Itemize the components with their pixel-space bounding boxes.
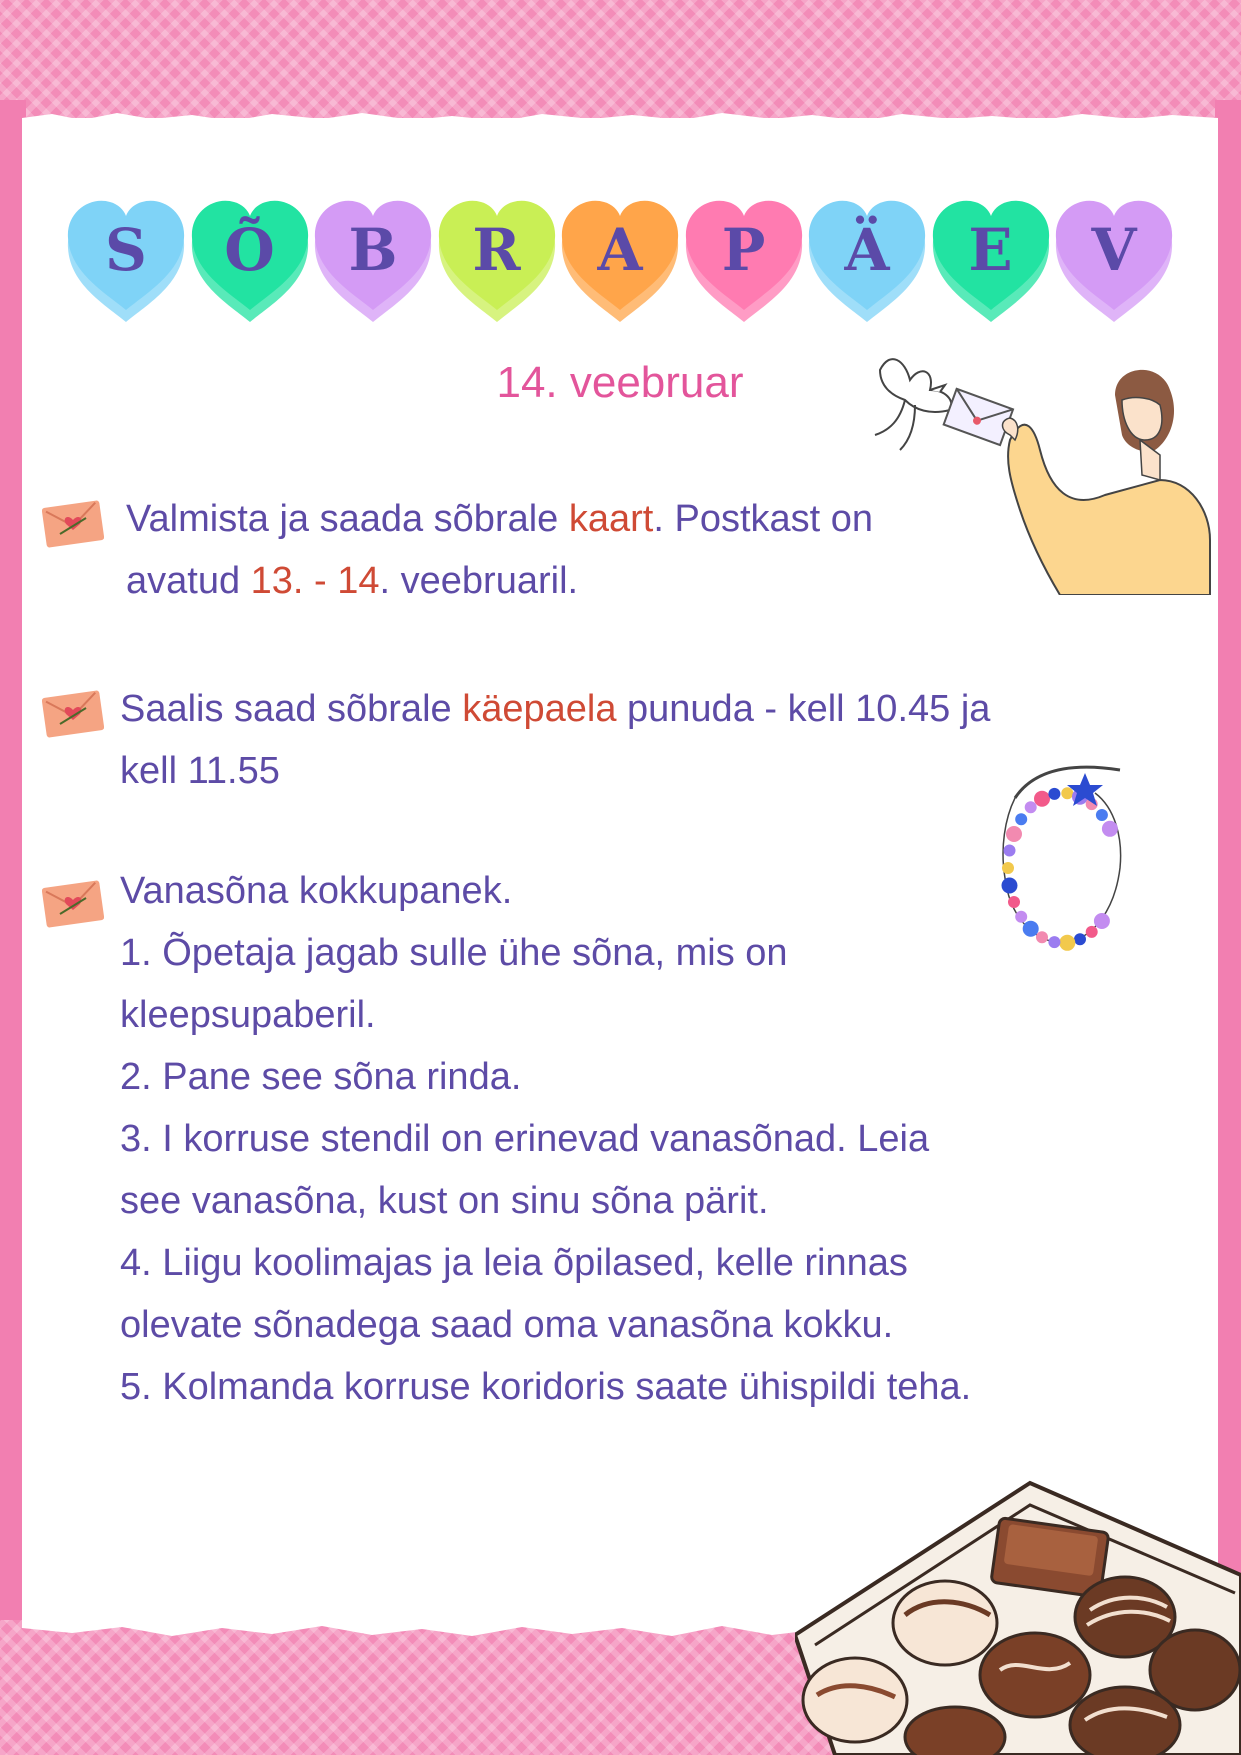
right-border — [1215, 100, 1241, 1660]
proverb-line: 3. I korruse stendil on erinevad vanasõnad. Leia — [120, 1118, 930, 1160]
title-letter: Õ — [224, 216, 275, 284]
proverb-line: 5. Kolmanda korruse koridoris saate ühispildi teha. — [120, 1366, 972, 1408]
title-letter: V — [1091, 216, 1137, 284]
proverb-line: Vanasõna kokkupanek. — [120, 870, 513, 912]
title-letter: S — [105, 216, 147, 284]
item-bracelet-text-3: kell 11.55 — [120, 750, 280, 792]
date-subtitle: 14. veebruar — [496, 358, 744, 407]
title-heart — [311, 198, 435, 322]
proverb-line: 2. Pane see sõna rinda. — [120, 1056, 522, 1098]
highlight-dates: 13. - 14 — [250, 560, 380, 602]
title-heart — [558, 198, 682, 322]
title-hearts — [64, 198, 1179, 328]
bracelet-bead — [1061, 787, 1073, 799]
envelope-heart-icon — [42, 498, 104, 548]
title-letter: Ä — [844, 216, 890, 284]
proverb-line: kleepsupaberil. — [120, 994, 376, 1036]
bracelet-bead — [1034, 791, 1050, 807]
title-letter: A — [597, 216, 643, 284]
bracelet-bead — [1048, 788, 1060, 800]
item-postcard — [126, 488, 1026, 612]
title-heart — [929, 198, 1053, 322]
item-postcard-text-4: . veebruaril. — [379, 560, 579, 602]
title-heart — [1052, 198, 1176, 322]
title-heart — [805, 198, 929, 322]
bracelet-bead — [1006, 826, 1022, 842]
bracelet-bead — [1015, 813, 1027, 825]
proverb-line: 4. Liigu koolimajas ja leia õpilased, kelle rinnas — [120, 1242, 908, 1284]
title-letter: E — [968, 216, 1013, 284]
bracelet-bead — [1096, 809, 1108, 821]
proverb-line: see vanasõna, kust on sinu sõna pärit. — [120, 1180, 769, 1222]
title-heart — [188, 198, 312, 322]
title-heart — [435, 198, 559, 322]
bracelet-bead — [1004, 845, 1016, 857]
item-postcard-text: Valmista ja saada sõbrale — [126, 498, 569, 540]
item-bracelet — [120, 678, 1100, 802]
item-bracelet-text: Saalis saad sõbrale — [120, 688, 463, 730]
title-heart — [682, 198, 806, 322]
chocolate-box-illustration — [795, 1475, 1241, 1755]
envelope-heart-icon — [42, 688, 104, 738]
item-bracelet-text-2: punuda - kell 10.45 ja — [616, 688, 991, 730]
highlight-kaepaela: käepaela — [462, 688, 617, 730]
item-proverb — [120, 860, 1120, 1418]
proverb-line: 1. Õpetaja jagab sulle ühe sõna, mis on — [120, 932, 788, 974]
title-letter: B — [348, 216, 398, 284]
title-letter: R — [472, 216, 521, 284]
title-heart — [64, 198, 188, 322]
title-letter: P — [721, 216, 766, 284]
bracelet-bead — [1025, 801, 1037, 813]
item-postcard-text-3: avatud — [126, 560, 251, 602]
bracelet-bead — [1102, 821, 1118, 837]
envelope-heart-icon — [42, 878, 104, 928]
proverb-line: olevate sõnadega saad oma vanasõna kokku. — [120, 1304, 894, 1346]
highlight-kaart: kaart — [568, 498, 654, 540]
item-postcard-text-2: . Postkast on — [653, 498, 874, 540]
torn-edge-top — [22, 110, 1218, 128]
